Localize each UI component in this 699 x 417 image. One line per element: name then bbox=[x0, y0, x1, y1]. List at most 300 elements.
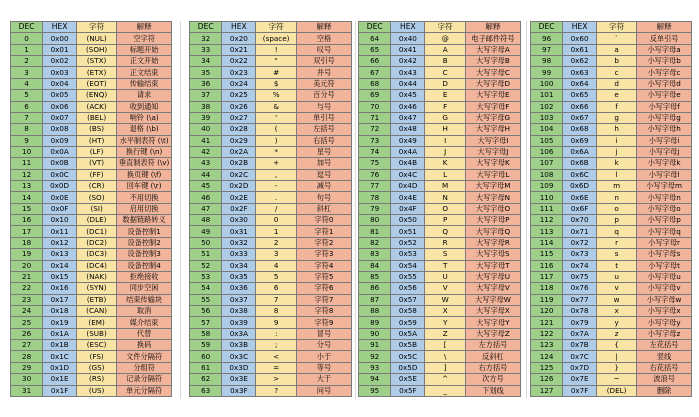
dec-cell: 6 bbox=[11, 101, 43, 112]
dec-cell: 122 bbox=[531, 328, 563, 339]
char-cell: < bbox=[256, 351, 297, 362]
table-row bbox=[359, 283, 521, 294]
desc-cell: 小写字母r bbox=[637, 237, 692, 248]
dec-cell: 37 bbox=[190, 90, 222, 101]
desc-cell: 取消 bbox=[117, 305, 172, 316]
ascii-table-4 bbox=[530, 21, 692, 397]
desc-cell: 小写字母o bbox=[637, 203, 692, 214]
dec-cell: 47 bbox=[190, 203, 222, 214]
table-row bbox=[531, 237, 692, 248]
hex-cell: 0x31 bbox=[222, 226, 256, 237]
dec-cell: 70 bbox=[359, 101, 391, 112]
desc-cell: 右括号 bbox=[296, 135, 351, 146]
table-row bbox=[11, 340, 172, 351]
table-row bbox=[11, 135, 172, 146]
char-cell: D bbox=[425, 78, 466, 89]
char-cell: | bbox=[596, 351, 636, 362]
hex-cell: 0x26 bbox=[222, 101, 256, 112]
char-cell: (SUB) bbox=[76, 328, 116, 339]
desc-cell: 小写字母k bbox=[637, 158, 692, 169]
desc-cell: 大于 bbox=[296, 374, 351, 385]
desc-cell: 设备控制3 bbox=[117, 249, 172, 260]
hex-cell: 0x6F bbox=[563, 203, 597, 214]
table-row bbox=[190, 146, 352, 157]
desc-cell: 井号 bbox=[296, 67, 351, 78]
desc-cell: 设备控制1 bbox=[117, 226, 172, 237]
table-row bbox=[190, 305, 352, 316]
char-cell: 5 bbox=[256, 271, 297, 282]
header-dec: DEC bbox=[359, 22, 391, 33]
table-row bbox=[190, 135, 352, 146]
hex-cell: 0x24 bbox=[222, 78, 256, 89]
hex-cell: 0x5E bbox=[391, 374, 425, 385]
char-cell: c bbox=[596, 67, 636, 78]
dec-cell: 53 bbox=[190, 271, 222, 282]
table-row bbox=[359, 78, 521, 89]
dec-cell: 40 bbox=[190, 124, 222, 135]
dec-cell: 39 bbox=[190, 112, 222, 123]
char-cell: (BS) bbox=[76, 124, 116, 135]
hex-cell: 0x68 bbox=[563, 124, 597, 135]
char-cell: P bbox=[425, 215, 466, 226]
hex-cell: 0x39 bbox=[222, 317, 256, 328]
char-cell: R bbox=[425, 237, 466, 248]
table-row bbox=[531, 294, 692, 305]
header-char: 字符 bbox=[76, 22, 116, 33]
table-row bbox=[531, 374, 692, 385]
hex-cell: 0x21 bbox=[222, 44, 256, 55]
table-row bbox=[359, 158, 521, 169]
dec-cell: 58 bbox=[190, 328, 222, 339]
desc-cell: 小写字母z bbox=[637, 328, 692, 339]
dec-cell: 76 bbox=[359, 169, 391, 180]
desc-cell: 加号 bbox=[296, 158, 351, 169]
desc-cell: 竖线 bbox=[637, 351, 692, 362]
table-header-row bbox=[190, 22, 352, 33]
desc-cell: 大写字母M bbox=[465, 181, 520, 192]
header-desc: 解释 bbox=[117, 22, 172, 33]
char-cell: (CR) bbox=[76, 181, 116, 192]
table-row bbox=[359, 146, 521, 157]
hex-cell: 0x33 bbox=[222, 249, 256, 260]
char-cell: 9 bbox=[256, 317, 297, 328]
desc-cell: 问号 bbox=[296, 385, 351, 396]
char-cell: X bbox=[425, 305, 466, 316]
desc-cell: 字符1 bbox=[296, 226, 351, 237]
table-row bbox=[190, 294, 352, 305]
header-hex: HEX bbox=[222, 22, 256, 33]
desc-cell: 大写字母K bbox=[465, 158, 520, 169]
hex-cell: 0x7B bbox=[563, 340, 597, 351]
hex-cell: 0x0C bbox=[43, 169, 77, 180]
table-row bbox=[190, 78, 352, 89]
desc-cell: 空格 bbox=[296, 33, 351, 44]
dec-cell: 23 bbox=[11, 294, 43, 305]
desc-cell: 设备控制2 bbox=[117, 237, 172, 248]
table-row bbox=[531, 101, 692, 112]
table-row bbox=[359, 237, 521, 248]
table-row bbox=[359, 56, 521, 67]
desc-cell: 右方括号 bbox=[465, 362, 520, 373]
char-cell: 4 bbox=[256, 260, 297, 271]
table-row bbox=[190, 328, 352, 339]
dec-cell: 42 bbox=[190, 146, 222, 157]
dec-cell: 14 bbox=[11, 192, 43, 203]
char-cell: @ bbox=[425, 33, 466, 44]
header-desc: 解释 bbox=[637, 22, 692, 33]
table-row bbox=[531, 146, 692, 157]
dec-cell: 121 bbox=[531, 317, 563, 328]
hex-cell: 0x71 bbox=[563, 226, 597, 237]
dec-cell: 88 bbox=[359, 305, 391, 316]
hex-cell: 0x51 bbox=[391, 226, 425, 237]
hex-cell: 0x5F bbox=[391, 385, 425, 396]
dec-cell: 46 bbox=[190, 192, 222, 203]
table-row bbox=[359, 249, 521, 260]
table-row bbox=[190, 203, 352, 214]
dec-cell: 7 bbox=[11, 112, 43, 123]
table-row bbox=[190, 33, 352, 44]
dec-cell: 11 bbox=[11, 158, 43, 169]
table-row bbox=[359, 305, 521, 316]
char-cell: i bbox=[596, 135, 636, 146]
char-cell: (DLE) bbox=[76, 215, 116, 226]
table-row bbox=[190, 317, 352, 328]
hex-cell: 0x10 bbox=[43, 215, 77, 226]
char-cell: 8 bbox=[256, 305, 297, 316]
table-row bbox=[359, 385, 521, 396]
dec-cell: 117 bbox=[531, 271, 563, 282]
table-row bbox=[11, 305, 172, 316]
dec-cell: 99 bbox=[531, 67, 563, 78]
desc-cell: 垂直制表符 (\v) bbox=[117, 158, 172, 169]
hex-cell: 0x1F bbox=[43, 385, 77, 396]
dec-cell: 56 bbox=[190, 305, 222, 316]
char-cell: (DEL) bbox=[596, 385, 636, 396]
hex-cell: 0x36 bbox=[222, 283, 256, 294]
hex-cell: 0x17 bbox=[43, 294, 77, 305]
table-row bbox=[11, 56, 172, 67]
table-row bbox=[531, 158, 692, 169]
table-row bbox=[190, 237, 352, 248]
char-cell: (SOH) bbox=[76, 44, 116, 55]
dec-cell: 106 bbox=[531, 146, 563, 157]
dec-cell: 82 bbox=[359, 237, 391, 248]
char-cell: (HT) bbox=[76, 135, 116, 146]
dec-cell: 55 bbox=[190, 294, 222, 305]
hex-cell: 0x50 bbox=[391, 215, 425, 226]
table-row bbox=[531, 181, 692, 192]
desc-cell: 美元符 bbox=[296, 78, 351, 89]
header-desc: 解释 bbox=[465, 22, 520, 33]
table-row bbox=[11, 124, 172, 135]
desc-cell: 大写字母R bbox=[465, 237, 520, 248]
char-cell: $ bbox=[256, 78, 297, 89]
char-cell: B bbox=[425, 56, 466, 67]
dec-cell: 49 bbox=[190, 226, 222, 237]
hex-cell: 0x77 bbox=[563, 294, 597, 305]
dec-cell: 44 bbox=[190, 169, 222, 180]
table-row bbox=[11, 362, 172, 373]
dec-cell: 17 bbox=[11, 226, 43, 237]
dec-cell: 4 bbox=[11, 78, 43, 89]
desc-cell: 字符9 bbox=[296, 317, 351, 328]
hex-cell: 0x3D bbox=[222, 362, 256, 373]
dec-cell: 5 bbox=[11, 90, 43, 101]
dec-cell: 77 bbox=[359, 181, 391, 192]
dec-cell: 54 bbox=[190, 283, 222, 294]
column-separator bbox=[355, 21, 356, 399]
table-row bbox=[11, 374, 172, 385]
char-cell: / bbox=[256, 203, 297, 214]
desc-cell: 大写字母C bbox=[465, 67, 520, 78]
char-cell: ) bbox=[256, 135, 297, 146]
hex-cell: 0x04 bbox=[43, 78, 77, 89]
char-cell: v bbox=[596, 283, 636, 294]
dec-cell: 12 bbox=[11, 169, 43, 180]
table-row bbox=[11, 260, 172, 271]
dec-cell: 16 bbox=[11, 215, 43, 226]
table-row bbox=[359, 90, 521, 101]
desc-cell: 小写字母e bbox=[637, 90, 692, 101]
char-cell: L bbox=[425, 169, 466, 180]
desc-cell: 标题开始 bbox=[117, 44, 172, 55]
header-dec: DEC bbox=[190, 22, 222, 33]
desc-cell: 记录分隔符 bbox=[117, 374, 172, 385]
header-char: 字符 bbox=[596, 22, 636, 33]
desc-cell: 大写字母L bbox=[465, 169, 520, 180]
hex-cell: 0x5A bbox=[391, 328, 425, 339]
char-cell: a bbox=[596, 44, 636, 55]
dec-cell: 113 bbox=[531, 226, 563, 237]
table-row bbox=[531, 78, 692, 89]
desc-cell: 不用切换 bbox=[117, 192, 172, 203]
dec-cell: 103 bbox=[531, 112, 563, 123]
char-cell: 6 bbox=[256, 283, 297, 294]
table-row bbox=[359, 374, 521, 385]
table-row bbox=[531, 124, 692, 135]
char-cell: : bbox=[256, 328, 297, 339]
char-cell: . bbox=[256, 192, 297, 203]
char-cell: (space) bbox=[256, 33, 297, 44]
dec-cell: 31 bbox=[11, 385, 43, 396]
char-cell: " bbox=[256, 56, 297, 67]
desc-cell: 大写字母U bbox=[465, 271, 520, 282]
hex-cell: 0x27 bbox=[222, 112, 256, 123]
char-cell: Q bbox=[425, 226, 466, 237]
dec-cell: 71 bbox=[359, 112, 391, 123]
hex-cell: 0x2C bbox=[222, 169, 256, 180]
dec-cell: 72 bbox=[359, 124, 391, 135]
dec-cell: 89 bbox=[359, 317, 391, 328]
hex-cell: 0x4D bbox=[391, 181, 425, 192]
table-row bbox=[11, 317, 172, 328]
table-row bbox=[190, 44, 352, 55]
desc-cell: 小写字母p bbox=[637, 215, 692, 226]
table-row bbox=[531, 351, 692, 362]
hex-cell: 0x4F bbox=[391, 203, 425, 214]
char-cell: (SI) bbox=[76, 203, 116, 214]
dec-cell: 59 bbox=[190, 340, 222, 351]
table-row bbox=[359, 192, 521, 203]
desc-cell: 左方括号 bbox=[465, 340, 520, 351]
hex-cell: 0x6A bbox=[563, 146, 597, 157]
dec-cell: 36 bbox=[190, 78, 222, 89]
desc-cell: 字符5 bbox=[296, 271, 351, 282]
table-row bbox=[190, 283, 352, 294]
hex-cell: 0x6B bbox=[563, 158, 597, 169]
desc-cell: 正文开始 bbox=[117, 56, 172, 67]
table-row bbox=[359, 181, 521, 192]
char-cell: (DC1) bbox=[76, 226, 116, 237]
char-cell: & bbox=[256, 101, 297, 112]
dec-cell: 107 bbox=[531, 158, 563, 169]
hex-cell: 0x6E bbox=[563, 192, 597, 203]
table-row bbox=[11, 90, 172, 101]
hex-cell: 0x59 bbox=[391, 317, 425, 328]
hex-cell: 0x63 bbox=[563, 67, 597, 78]
char-cell: ! bbox=[256, 44, 297, 55]
dec-cell: 20 bbox=[11, 260, 43, 271]
char-cell: Y bbox=[425, 317, 466, 328]
desc-cell: 大写字母H bbox=[465, 124, 520, 135]
char-cell: u bbox=[596, 271, 636, 282]
table-row bbox=[190, 385, 352, 396]
char-cell: z bbox=[596, 328, 636, 339]
desc-cell: 小写字母q bbox=[637, 226, 692, 237]
char-cell: (FS) bbox=[76, 351, 116, 362]
desc-cell: 冒号 bbox=[296, 328, 351, 339]
dec-cell: 51 bbox=[190, 249, 222, 260]
desc-cell: 字符6 bbox=[296, 283, 351, 294]
char-cell: 0 bbox=[256, 215, 297, 226]
desc-cell: 大写字母D bbox=[465, 78, 520, 89]
dec-cell: 52 bbox=[190, 260, 222, 271]
char-cell: T bbox=[425, 260, 466, 271]
desc-cell: 小写字母c bbox=[637, 67, 692, 78]
dec-cell: 48 bbox=[190, 215, 222, 226]
dec-cell: 35 bbox=[190, 67, 222, 78]
char-cell: b bbox=[596, 56, 636, 67]
dec-cell: 110 bbox=[531, 192, 563, 203]
table-row bbox=[359, 44, 521, 55]
table-row bbox=[531, 328, 692, 339]
desc-cell: 小写字母m bbox=[637, 181, 692, 192]
dec-cell: 101 bbox=[531, 90, 563, 101]
desc-cell: 小写字母t bbox=[637, 260, 692, 271]
hex-cell: 0x53 bbox=[391, 249, 425, 260]
char-cell: (NUL) bbox=[76, 33, 116, 44]
desc-cell: 回车键 (\r) bbox=[117, 181, 172, 192]
dec-cell: 30 bbox=[11, 374, 43, 385]
char-cell: (DC3) bbox=[76, 249, 116, 260]
hex-cell: 0x7E bbox=[563, 374, 597, 385]
table-row bbox=[190, 340, 352, 351]
desc-cell: 字符0 bbox=[296, 215, 351, 226]
char-cell: ~ bbox=[596, 374, 636, 385]
hex-cell: 0x70 bbox=[563, 215, 597, 226]
desc-cell: 大写字母J bbox=[465, 146, 520, 157]
desc-cell: 单元分隔符 bbox=[117, 385, 172, 396]
desc-cell: 左括号 bbox=[296, 124, 351, 135]
dec-cell: 92 bbox=[359, 351, 391, 362]
dec-cell: 10 bbox=[11, 146, 43, 157]
dec-cell: 79 bbox=[359, 203, 391, 214]
ascii-table-1 bbox=[10, 21, 172, 397]
char-cell: r bbox=[596, 237, 636, 248]
column-separator bbox=[526, 21, 527, 399]
char-cell: (EM) bbox=[76, 317, 116, 328]
hex-cell: 0x02 bbox=[43, 56, 77, 67]
desc-cell: 大写字母G bbox=[465, 112, 520, 123]
dec-cell: 98 bbox=[531, 56, 563, 67]
header-hex: HEX bbox=[43, 22, 77, 33]
dec-cell: 126 bbox=[531, 374, 563, 385]
desc-cell: 字符2 bbox=[296, 237, 351, 248]
char-cell: (NAK) bbox=[76, 271, 116, 282]
table-row bbox=[531, 169, 692, 180]
dec-cell: 24 bbox=[11, 305, 43, 316]
dec-cell: 90 bbox=[359, 328, 391, 339]
table-row bbox=[359, 271, 521, 282]
header-dec: DEC bbox=[11, 22, 43, 33]
table-row bbox=[531, 283, 692, 294]
table-row bbox=[359, 33, 521, 44]
dec-cell: 94 bbox=[359, 374, 391, 385]
dec-cell: 32 bbox=[190, 33, 222, 44]
desc-cell: 小于 bbox=[296, 351, 351, 362]
char-cell: (VT) bbox=[76, 158, 116, 169]
table-row bbox=[531, 260, 692, 271]
hex-cell: 0x48 bbox=[391, 124, 425, 135]
table-row bbox=[531, 56, 692, 67]
hex-cell: 0x41 bbox=[391, 44, 425, 55]
table-row bbox=[531, 271, 692, 282]
char-cell: (US) bbox=[76, 385, 116, 396]
dec-cell: 3 bbox=[11, 67, 43, 78]
dec-cell: 62 bbox=[190, 374, 222, 385]
dec-cell: 18 bbox=[11, 237, 43, 248]
char-cell: t bbox=[596, 260, 636, 271]
char-cell: ( bbox=[256, 124, 297, 135]
table-row bbox=[190, 56, 352, 67]
char-cell: k bbox=[596, 158, 636, 169]
desc-cell: 与号 bbox=[296, 101, 351, 112]
desc-cell: 删除 bbox=[637, 385, 692, 396]
desc-cell: 大写字母O bbox=[465, 203, 520, 214]
desc-cell: 拒绝接收 bbox=[117, 271, 172, 282]
dec-cell: 61 bbox=[190, 362, 222, 373]
desc-cell: 左花括号 bbox=[637, 340, 692, 351]
hex-cell: 0x74 bbox=[563, 260, 597, 271]
desc-cell: 大写字母S bbox=[465, 249, 520, 260]
char-cell: (GS) bbox=[76, 362, 116, 373]
char-cell: * bbox=[256, 146, 297, 157]
desc-cell: 传输结束 bbox=[117, 78, 172, 89]
hex-cell: 0x6C bbox=[563, 169, 597, 180]
table-row bbox=[359, 351, 521, 362]
hex-cell: 0x7D bbox=[563, 362, 597, 373]
table-row bbox=[11, 169, 172, 180]
table-row bbox=[190, 169, 352, 180]
dec-cell: 8 bbox=[11, 124, 43, 135]
desc-cell: 下划线 bbox=[465, 385, 520, 396]
dec-cell: 19 bbox=[11, 249, 43, 260]
desc-cell: 小写字母x bbox=[637, 305, 692, 316]
char-cell: % bbox=[256, 90, 297, 101]
table-row bbox=[531, 33, 692, 44]
dec-cell: 102 bbox=[531, 101, 563, 112]
